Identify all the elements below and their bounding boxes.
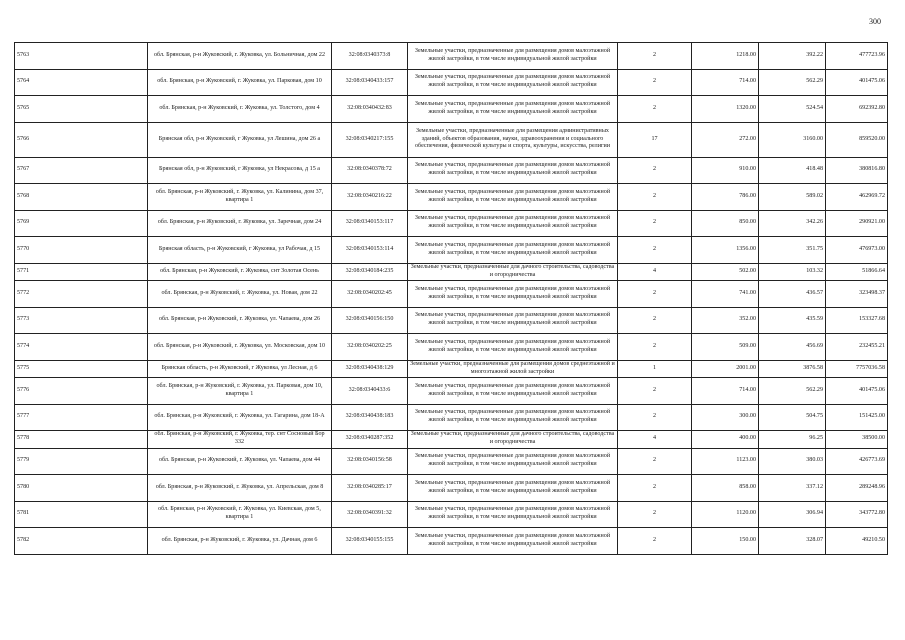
specific-value-cell: 418.48 <box>759 157 826 184</box>
use-category-cell: 2 <box>618 43 692 70</box>
cadastral-number-cell: 32:08:0340433:6 <box>332 378 408 405</box>
cadastral-cost-cell: 476973.00 <box>826 237 888 264</box>
use-category-cell: 2 <box>618 307 692 334</box>
address-cell: Брянская область, р-н Жуковский, г Жуковка, ул Лесная, д 6 <box>148 360 332 378</box>
address-cell: обл. Брянская, р-н Жуковский, г. Жуковка, ул. Калинина, дом 37, квартира 1 <box>148 184 332 211</box>
address-cell: обл. Брянская, р-н Жуковский, г. Жуковка, ул. Московская, дом 10 <box>148 334 332 361</box>
land-use-cell: Земельные участки, предназначенные для размещения домов малоэтажной жилой застройки, в том числе индивидуальной жилой застройки <box>408 210 618 237</box>
land-use-cell: Земельные участки, предназначенные для размещения домов малоэтажной жилой застройки, в том числе индивидуальной жилой застройки <box>408 69 618 96</box>
land-use-cell: Земельные участки, предназначенные для размещения домов малоэтажной жилой застройки, в том числе индивидуальной жилой застройки <box>408 528 618 555</box>
cadastral-cost-cell: 323498.37 <box>826 281 888 308</box>
use-category-cell: 2 <box>618 448 692 475</box>
table-row <box>15 69 888 96</box>
cadastral-number-cell: 32:08:0340287:352 <box>332 431 408 449</box>
land-use-cell: Земельные участки, предназначенные для размещения домов малоэтажной жилой застройки, в том числе индивидуальной жилой застройки <box>408 237 618 264</box>
cadastral-cost-cell: 151425.00 <box>826 404 888 431</box>
address-cell: обл. Брянская, р-н Жуковский, г. Жуковка, ул. Заречная, дом 24 <box>148 210 332 237</box>
table-row <box>15 431 888 449</box>
cadastral-cost-cell: 289248.96 <box>826 475 888 502</box>
cadastral-number-cell: 32:08:0340184:235 <box>332 263 408 281</box>
address-cell: Брянская обл, р-н Жуковский, г Жуковка, ул Некрасова, д 15 а <box>148 157 332 184</box>
address-cell: обл. Брянская, р-н Жуковский, г. Жуковка, ул. Чапаева, дом 26 <box>148 307 332 334</box>
specific-value-cell: 380.03 <box>759 448 826 475</box>
use-category-cell: 2 <box>618 96 692 123</box>
use-category-cell: 4 <box>618 263 692 281</box>
cadastral-number-cell: 32:08:0340155:155 <box>332 528 408 555</box>
use-category-cell: 2 <box>618 157 692 184</box>
row-number: 5765 <box>15 96 148 123</box>
specific-value-cell: 392.22 <box>759 43 826 70</box>
row-number: 5781 <box>15 501 148 528</box>
specific-value-cell: 524.54 <box>759 96 826 123</box>
cadastral-cost-cell: 51866.64 <box>826 263 888 281</box>
cadastral-cost-cell: 477723.96 <box>826 43 888 70</box>
area-cell: 858.00 <box>692 475 759 502</box>
table-row <box>15 237 888 264</box>
row-number: 5768 <box>15 184 148 211</box>
table-row <box>15 448 888 475</box>
cadastral-number-cell: 32:08:0340433:157 <box>332 69 408 96</box>
table-row <box>15 404 888 431</box>
area-cell: 741.00 <box>692 281 759 308</box>
address-cell: обл. Брянская, р-н Жуковский, г. Жуковка, снт Золотая Осень <box>148 263 332 281</box>
address-cell: обл. Брянская, р-н Жуковский, г. Жуковка, ул. Гагарина, дом 18-А <box>148 404 332 431</box>
cadastral-number-cell: 32:08:0340216:22 <box>332 184 408 211</box>
specific-value-cell: 562.29 <box>759 378 826 405</box>
row-number: 5763 <box>15 43 148 70</box>
specific-value-cell: 435.59 <box>759 307 826 334</box>
row-number: 5771 <box>15 263 148 281</box>
table-row <box>15 360 888 378</box>
table-row <box>15 263 888 281</box>
specific-value-cell: 436.57 <box>759 281 826 308</box>
area-cell: 786.00 <box>692 184 759 211</box>
address-cell: обл. Брянская, р-н Жуковский, г. Жуковка, ул. Больничная, дом 22 <box>148 43 332 70</box>
cadastral-number-cell: 32:08:0340378:72 <box>332 157 408 184</box>
table-row <box>15 501 888 528</box>
cadastral-cost-cell: 7757036.58 <box>826 360 888 378</box>
area-cell: 300.00 <box>692 404 759 431</box>
area-cell: 714.00 <box>692 378 759 405</box>
address-cell: обл. Брянская, р-н Жуковский, г. Жуковка, ул. Парковая, дом 10, квартира 1 <box>148 378 332 405</box>
cadastral-cost-cell: 859520.00 <box>826 122 888 157</box>
address-cell: обл. Брянская, р-н Жуковский, г. Жуковка, ул. Новая, дом 22 <box>148 281 332 308</box>
row-number: 5769 <box>15 210 148 237</box>
table-row <box>15 378 888 405</box>
table-row <box>15 122 888 157</box>
address-cell: обл. Брянская, р-н Жуковский, г. Жуковка, ул. Киевская, дом 5, квартира 1 <box>148 501 332 528</box>
land-use-cell: Земельные участки, предназначенные для размещения домов малоэтажной жилой застройки, в том числе индивидуальной жилой застройки <box>408 404 618 431</box>
land-use-cell: Земельные участки, предназначенные для дачного строительства, садоводства и огородничества <box>408 431 618 449</box>
land-registry-table <box>14 42 888 555</box>
address-cell: обл. Брянская, р-н Жуковский, г. Жуковка, ул. Парковая, дом 10 <box>148 69 332 96</box>
table-body <box>15 43 888 555</box>
row-number: 5773 <box>15 307 148 334</box>
area-cell: 1123.00 <box>692 448 759 475</box>
row-number: 5774 <box>15 334 148 361</box>
land-use-cell: Земельные участки, предназначенные для размещения домов малоэтажной жилой застройки, в том числе индивидуальной жилой застройки <box>408 334 618 361</box>
specific-value-cell: 351.75 <box>759 237 826 264</box>
area-cell: 910.00 <box>692 157 759 184</box>
cadastral-number-cell: 32:08:0340156:58 <box>332 448 408 475</box>
address-cell: обл. Брянская, р-н Жуковский, г. Жуковка, ул. Апрельская, дом 8 <box>148 475 332 502</box>
specific-value-cell: 3160.00 <box>759 122 826 157</box>
land-use-cell: Земельные участки, предназначенные для размещения домов малоэтажной жилой застройки, в том числе индивидуальной жилой застройки <box>408 184 618 211</box>
row-number: 5772 <box>15 281 148 308</box>
cadastral-number-cell: 32:08:0340156:150 <box>332 307 408 334</box>
use-category-cell: 2 <box>618 528 692 555</box>
cadastral-number-cell: 32:08:0340285:17 <box>332 475 408 502</box>
row-number: 5776 <box>15 378 148 405</box>
row-number: 5778 <box>15 431 148 449</box>
address-cell: обл. Брянская, р-н Жуковский, г. Жуковка, ул. Дачная, дом 6 <box>148 528 332 555</box>
row-number: 5780 <box>15 475 148 502</box>
row-number: 5764 <box>15 69 148 96</box>
specific-value-cell: 342.26 <box>759 210 826 237</box>
table-row <box>15 210 888 237</box>
specific-value-cell: 103.32 <box>759 263 826 281</box>
area-cell: 400.00 <box>692 431 759 449</box>
area-cell: 1218.00 <box>692 43 759 70</box>
land-use-cell: Земельные участки, предназначенные для размещения домов малоэтажной жилой застройки, в том числе индивидуальной жилой застройки <box>408 448 618 475</box>
table-row <box>15 307 888 334</box>
address-cell: обл. Брянская, р-н Жуковский, г. Жуковка, ул. Толстого, дом 4 <box>148 96 332 123</box>
cadastral-number-cell: 32:08:0340373:8 <box>332 43 408 70</box>
cadastral-number-cell: 32:08:0340202:45 <box>332 281 408 308</box>
row-number: 5767 <box>15 157 148 184</box>
area-cell: 150.00 <box>692 528 759 555</box>
cadastral-cost-cell: 49210.50 <box>826 528 888 555</box>
area-cell: 352.00 <box>692 307 759 334</box>
cadastral-cost-cell: 343772.80 <box>826 501 888 528</box>
land-use-cell: Земельные участки, предназначенные для размещения домов малоэтажной жилой застройки, в том числе индивидуальной жилой застройки <box>408 378 618 405</box>
use-category-cell: 2 <box>618 404 692 431</box>
area-cell: 714.00 <box>692 69 759 96</box>
page-number: 300 <box>869 17 881 26</box>
area-cell: 2001.00 <box>692 360 759 378</box>
land-use-cell: Земельные участки, предназначенные для размещения домов малоэтажной жилой застройки, в том числе индивидуальной жилой застройки <box>408 307 618 334</box>
cadastral-number-cell: 32:08:0340153:117 <box>332 210 408 237</box>
table-row <box>15 43 888 70</box>
table-row <box>15 281 888 308</box>
specific-value-cell: 337.12 <box>759 475 826 502</box>
area-cell: 1356.00 <box>692 237 759 264</box>
table-row <box>15 184 888 211</box>
address-cell: Брянская область, р-н Жуковский, г Жуковка, ул Рабочая, д 15 <box>148 237 332 264</box>
cadastral-cost-cell: 153327.68 <box>826 307 888 334</box>
use-category-cell: 2 <box>618 501 692 528</box>
use-category-cell: 2 <box>618 237 692 264</box>
cadastral-number-cell: 32:08:0340432:83 <box>332 96 408 123</box>
specific-value-cell: 96.25 <box>759 431 826 449</box>
use-category-cell: 17 <box>618 122 692 157</box>
use-category-cell: 2 <box>618 281 692 308</box>
cadastral-cost-cell: 380816.80 <box>826 157 888 184</box>
land-use-cell: Земельные участки, предназначенные для размещения домов малоэтажной жилой застройки, в том числе индивидуальной жилой застройки <box>408 96 618 123</box>
specific-value-cell: 504.75 <box>759 404 826 431</box>
specific-value-cell: 562.29 <box>759 69 826 96</box>
use-category-cell: 4 <box>618 431 692 449</box>
land-use-cell: Земельные участки, предназначенные для размещения домов малоэтажной жилой застройки, в том числе индивидуальной жилой застройки <box>408 281 618 308</box>
cadastral-number-cell: 32:08:0340438:129 <box>332 360 408 378</box>
use-category-cell: 1 <box>618 360 692 378</box>
table-row <box>15 334 888 361</box>
land-use-cell: Земельные участки, предназначенные для размещения домов малоэтажной жилой застройки, в том числе индивидуальной жилой застройки <box>408 501 618 528</box>
land-use-cell: Земельные участки, предназначенные для дачного строительства, садоводства и огородничества <box>408 263 618 281</box>
cadastral-number-cell: 32:08:0340153:114 <box>332 237 408 264</box>
land-use-cell: Земельные участки, предназначенные для размещения домов малоэтажной жилой застройки, в том числе индивидуальной жилой застройки <box>408 43 618 70</box>
land-use-cell: Земельные участки, предназначенные для размещения административных зданий, объектов образования, науки, здравоохранения и социального обеспечения, физической культуры и спорта, культуры, искусства, религии <box>408 122 618 157</box>
use-category-cell: 2 <box>618 69 692 96</box>
address-cell: Брянская обл, р-н Жуковский, г Жуковка, ул Лешина, дом 26 а <box>148 122 332 157</box>
table-row <box>15 157 888 184</box>
row-number: 5782 <box>15 528 148 555</box>
specific-value-cell: 3876.58 <box>759 360 826 378</box>
use-category-cell: 2 <box>618 210 692 237</box>
area-cell: 1120.00 <box>692 501 759 528</box>
area-cell: 1320.00 <box>692 96 759 123</box>
specific-value-cell: 328.07 <box>759 528 826 555</box>
cadastral-number-cell: 32:08:0340391:32 <box>332 501 408 528</box>
cadastral-cost-cell: 232455.21 <box>826 334 888 361</box>
cadastral-cost-cell: 462969.72 <box>826 184 888 211</box>
cadastral-cost-cell: 401475.06 <box>826 69 888 96</box>
use-category-cell: 2 <box>618 475 692 502</box>
cadastral-number-cell: 32:08:0340438:183 <box>332 404 408 431</box>
use-category-cell: 2 <box>618 184 692 211</box>
specific-value-cell: 456.69 <box>759 334 826 361</box>
cadastral-number-cell: 32:08:0340202:25 <box>332 334 408 361</box>
table-row <box>15 96 888 123</box>
area-cell: 509.00 <box>692 334 759 361</box>
cadastral-cost-cell: 38500.00 <box>826 431 888 449</box>
address-cell: обл. Брянская, р-н Жуковский, г. Жуковка, тер. снт Сосновый Бор 332 <box>148 431 332 449</box>
area-cell: 850.00 <box>692 210 759 237</box>
land-use-cell: Земельные участки, предназначенные для размещения домов малоэтажной жилой застройки, в том числе индивидуальной жилой застройки <box>408 475 618 502</box>
row-number: 5777 <box>15 404 148 431</box>
use-category-cell: 2 <box>618 334 692 361</box>
cadastral-cost-cell: 401475.06 <box>826 378 888 405</box>
area-cell: 272.00 <box>692 122 759 157</box>
table-row <box>15 528 888 555</box>
cadastral-cost-cell: 692392.80 <box>826 96 888 123</box>
row-number: 5779 <box>15 448 148 475</box>
specific-value-cell: 306.94 <box>759 501 826 528</box>
address-cell: обл. Брянская, р-н Жуковский, г. Жуковка, ул. Чапаева, дом 44 <box>148 448 332 475</box>
land-use-cell: Земельные участки, предназначенные для размещения домов среднеэтажной и многоэтажной жилой застройки <box>408 360 618 378</box>
row-number: 5775 <box>15 360 148 378</box>
row-number: 5770 <box>15 237 148 264</box>
area-cell: 502.00 <box>692 263 759 281</box>
specific-value-cell: 589.02 <box>759 184 826 211</box>
land-use-cell: Земельные участки, предназначенные для размещения домов малоэтажной жилой застройки, в том числе индивидуальной жилой застройки <box>408 157 618 184</box>
table-row <box>15 475 888 502</box>
use-category-cell: 2 <box>618 378 692 405</box>
cadastral-cost-cell: 426773.69 <box>826 448 888 475</box>
cadastral-number-cell: 32:08:0340217:155 <box>332 122 408 157</box>
row-number: 5766 <box>15 122 148 157</box>
cadastral-cost-cell: 290921.00 <box>826 210 888 237</box>
